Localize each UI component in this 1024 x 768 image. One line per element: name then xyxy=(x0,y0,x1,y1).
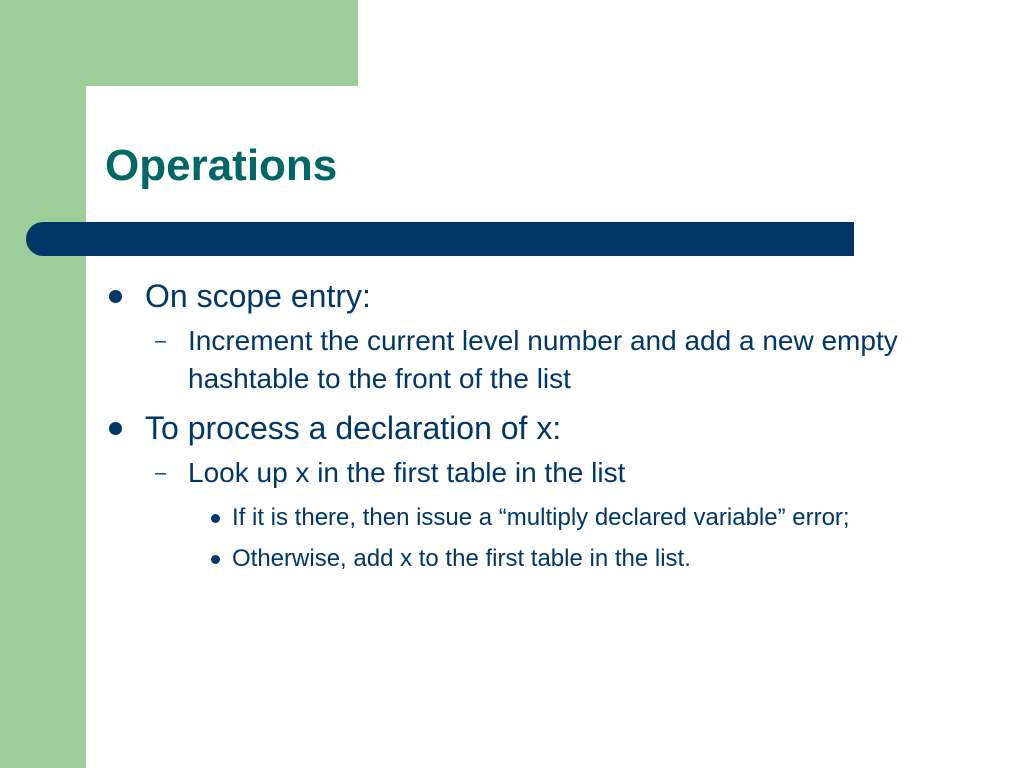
sub-sub-bullet-text: Otherwise, add x to the first table in the list. xyxy=(232,545,691,572)
decorative-green-strip xyxy=(0,0,86,768)
sub-sub-bullet-item xyxy=(105,502,925,533)
bullet-text: To process a declaration of x: xyxy=(145,410,562,446)
small-bullet-dot-icon xyxy=(211,514,220,523)
slide-title: Operations xyxy=(105,141,338,190)
dash-icon: – xyxy=(155,462,167,484)
title-underline-bar xyxy=(26,222,854,256)
bullet-text: On scope entry: xyxy=(145,278,371,314)
sub-bullet-text: Look up x in the first table in the list xyxy=(188,457,626,488)
sub-bullet-text: Increment the current level number and add a new empty hashtable to the front of the list xyxy=(188,325,898,394)
slide-body xyxy=(105,276,925,584)
bullet-dot-icon xyxy=(109,422,122,435)
sub-sub-bullet-item xyxy=(105,543,925,574)
decorative-green-block xyxy=(0,0,358,86)
sub-bullet-item xyxy=(105,454,925,492)
dash-icon: – xyxy=(155,330,167,352)
bullet-item xyxy=(105,276,925,316)
sub-sub-bullet-text: If it is there, then issue a “multiply declared variable” error; xyxy=(232,504,850,531)
bullet-item xyxy=(105,408,925,448)
sub-bullet-item xyxy=(105,322,925,398)
bullet-dot-icon xyxy=(109,290,122,303)
small-bullet-dot-icon xyxy=(211,555,220,564)
